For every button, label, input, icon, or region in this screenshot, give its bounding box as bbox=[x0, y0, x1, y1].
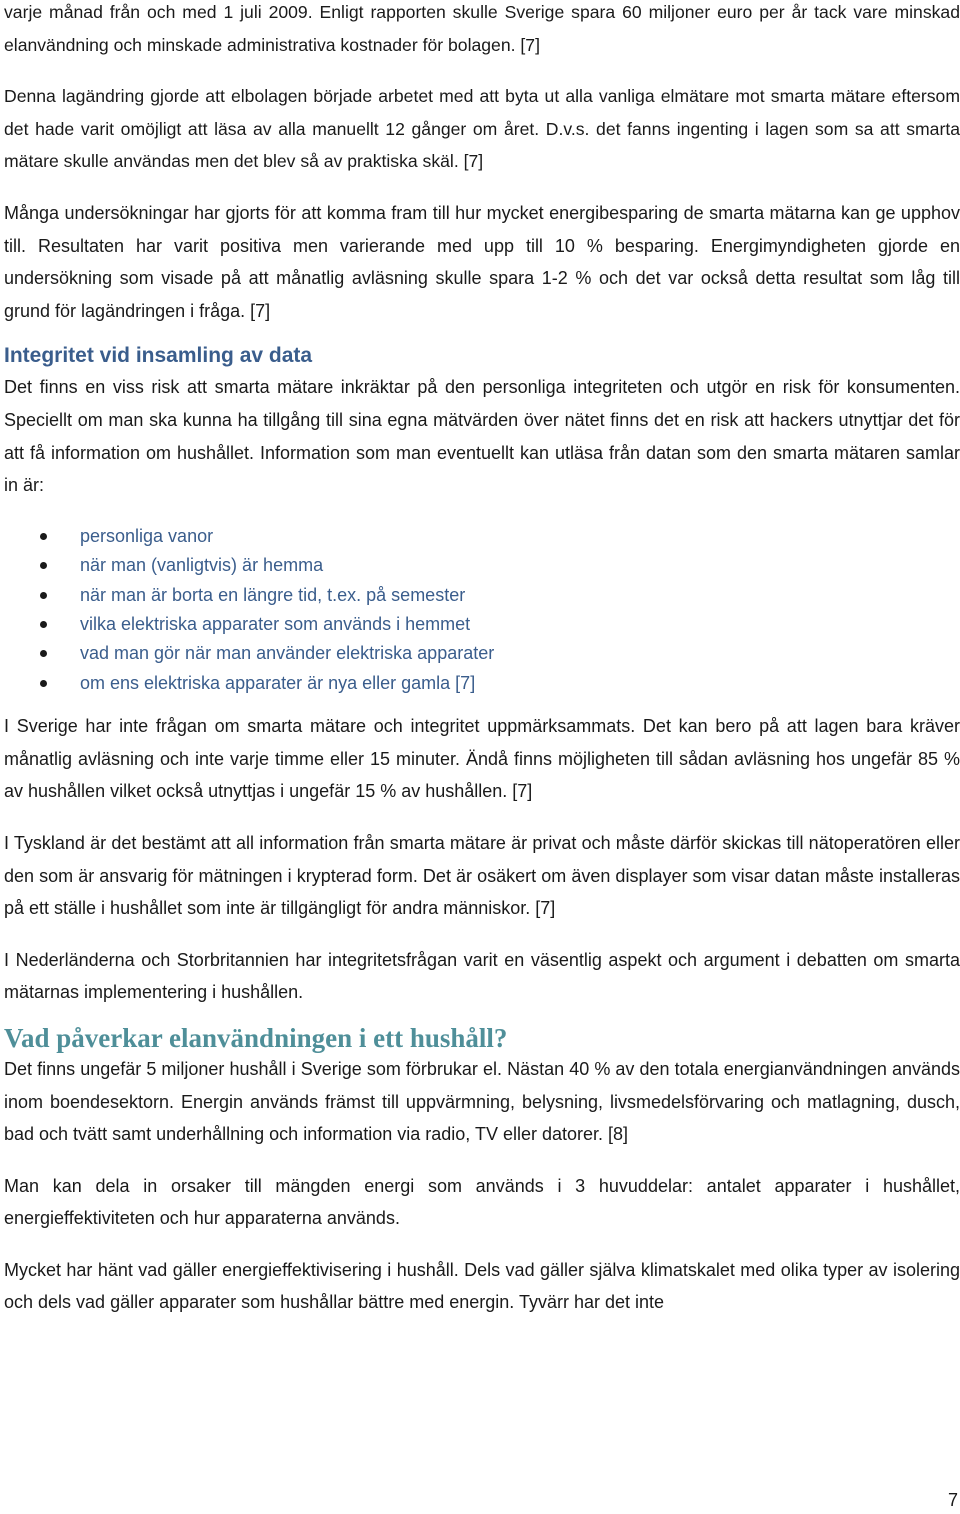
paragraph-germany: I Tyskland är det bestämt att all information från smarta mätare är privat och måste därför skickas till nätoperatören eller den som är ansvarig för mätningen i krypterad form. Det är osäkert om även displayer som visar datan måste installeras på ett ställe i hushållet som inte är tillgängligt för andra människor. [7] bbox=[4, 832, 960, 919]
bullet-icon bbox=[40, 562, 47, 569]
paragraph-studies: Många undersökningar har gjorts för att komma fram till hur mycket energibesparing de smarta mätarna kan ge upphov till. Resultaten har varit positiva men varierande med upp till 10 % besparing. Energimyndigheten gjorde en undersökning som visade på att månatlig avläsning skulle spara 1-2 % och det var också detta resultat som låg till grund för lagändringen i fråga. [7] bbox=[4, 202, 960, 321]
paragraph-law-change: Denna lagändring gjorde att elbolagen började arbetet med att byta ut alla vanliga elmätare mot smarta mätare eftersom det hade varit omöjligt att läsa av alla manuellt 12 gånger om året. D.v.s. det fanns ingenting i lagen som sa att smarta mätare skulle användas men det blev så av praktiska skäl. [7] bbox=[4, 86, 960, 172]
page-number: 7 bbox=[947, 1490, 958, 1510]
list-item: personliga vanor bbox=[4, 522, 960, 551]
list-item: när man (vanligtvis) är hemma bbox=[4, 551, 960, 580]
document-page bbox=[4, 0, 960, 1319]
list-item: vad man gör när man använder elektriska apparater bbox=[4, 639, 960, 668]
heading-household: Vad påverkar elanvändningen i ett hushåll? bbox=[4, 1022, 508, 1053]
bullet-icon bbox=[40, 650, 47, 657]
paragraph-netherlands-uk: I Nederländerna och Storbritannien har integritetsfrågan varit en väsentlig aspekt och argument i debatten om smarta mätarnas implementering i hushållen. bbox=[4, 949, 960, 1003]
paragraph-integrity-risk: Det finns en viss risk att smarta mätare inkräktar på den personliga integriteten och utgör en risk för konsumenten. Speciellt om man ska kunna ha tillgång till sina egna mätvärden över nätet finns det en risk att hackers utnyttjar det för att få information om hushållet. Information som man eventuellt kan utläsa från datan som den smarta mätaren samlar in är: bbox=[4, 377, 960, 496]
bullet-icon bbox=[40, 621, 47, 628]
paragraph-causes: Man kan dela in orsaker till mängden energi som används i 3 huvuddelar: antalet apparater i hushållet, energieffektiviteten och hur apparaterna används. bbox=[4, 1175, 960, 1229]
bullet-icon bbox=[40, 592, 47, 599]
heading-integrity: Integritet vid insamling av data bbox=[4, 344, 313, 368]
bullet-icon bbox=[40, 533, 47, 540]
paragraph-intro: varje månad från och med 1 juli 2009. Enligt rapporten skulle Sverige spara 60 miljoner euro per år tack vare minskad elanvändning och minskade administrativa kostnader för bolagen. [7] bbox=[4, 2, 960, 55]
list-item: om ens elektriska apparater är nya eller gamla [7] bbox=[4, 669, 960, 698]
paragraph-sweden: I Sverige har inte frågan om smarta mätare och integritet uppmärksammats. Det kan bero på att lagen bara kräver månatlig avläsning och inte varje timme eller 15 minuter. Ändå finns möjligheten till sådan avläsning hos ungefär 85 % av hushållen vilket också utnyttjas i ungefär 15 % av hushållen. [7] bbox=[4, 716, 960, 802]
paragraph-efficiency: Mycket har hänt vad gäller energieffektivisering i hushåll. Dels vad gäller själva klimatskalet med olika typer av isolering och dels vad gäller apparater som hushållar bättre med energin. Tyvärr har det inte bbox=[4, 1259, 960, 1313]
list-item: vilka elektriska apparater som används i hemmet bbox=[4, 610, 960, 639]
list-item: när man är borta en längre tid, t.ex. på semester bbox=[4, 581, 960, 610]
bullet-icon bbox=[40, 680, 47, 687]
paragraph-households: Det finns ungefär 5 miljoner hushåll i Sverige som förbrukar el. Nästan 40 % av den totala energianvändningen används inom boendesektorn. Energin används främst till uppvärmning, belysning, livsmedelsförvaring och matlagning, dusch, bad och tvätt samt underhållning och information via radio, TV eller datorer. [8] bbox=[4, 1058, 960, 1145]
bullet-list-collected-info bbox=[4, 522, 960, 698]
